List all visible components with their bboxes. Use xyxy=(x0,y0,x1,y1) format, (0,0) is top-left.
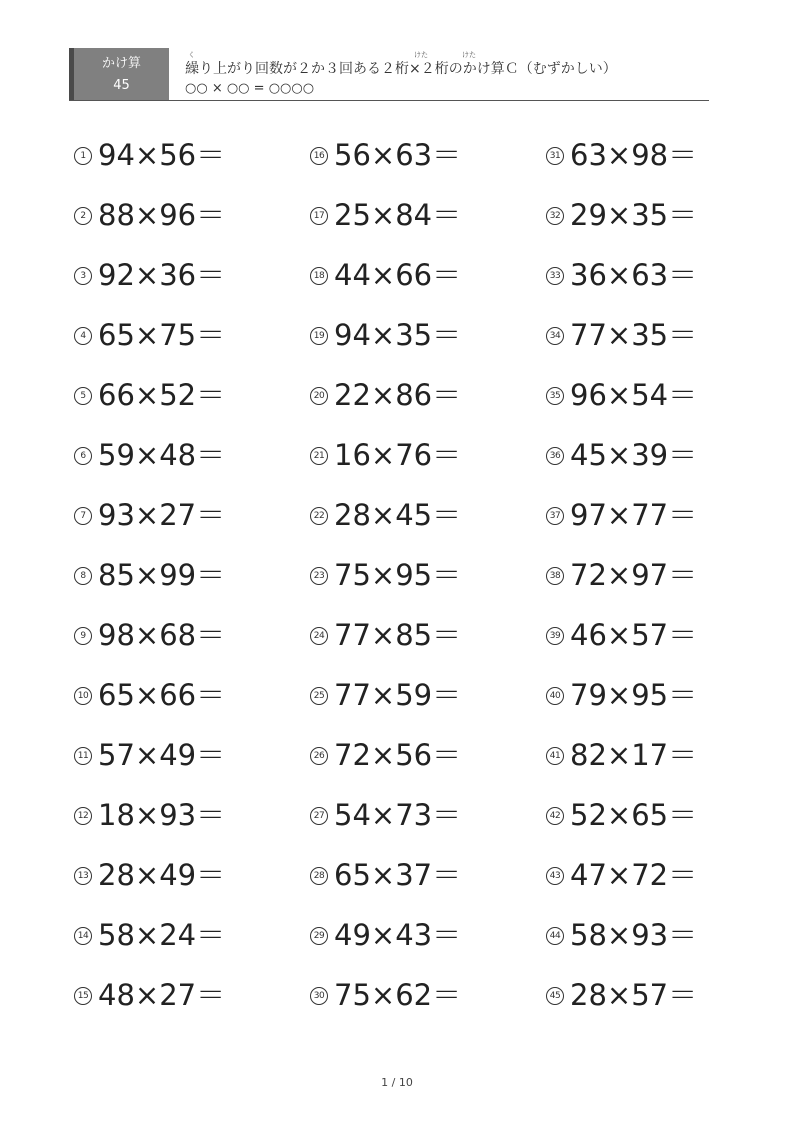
problem-item xyxy=(546,558,786,618)
problem-item xyxy=(546,738,786,798)
problem-item xyxy=(74,738,314,798)
problem-number: 37 xyxy=(546,507,564,525)
problem-number: 3 xyxy=(74,267,92,285)
problem-item xyxy=(310,978,550,1038)
problem-item xyxy=(74,558,314,618)
problem-item xyxy=(546,138,786,198)
problem-expression: 18×93＝ xyxy=(98,798,226,832)
problem-number: 2 xyxy=(74,207,92,225)
problem-expression: 28×49＝ xyxy=(98,858,226,892)
problem-number: 12 xyxy=(74,807,92,825)
problem-item xyxy=(310,498,550,558)
problem-expression: 58×93＝ xyxy=(570,918,698,952)
problem-number: 40 xyxy=(546,687,564,705)
sheet-number: 45 xyxy=(113,78,130,93)
problem-expression: 75×62＝ xyxy=(334,978,462,1012)
worksheet-title: 繰り上がり回数が２か３回ある２桁×２桁のかけ算Ｃ（むずかしい） xyxy=(185,61,617,77)
problem-item xyxy=(74,678,314,738)
problem-item xyxy=(74,198,314,258)
problem-expression: 72×97＝ xyxy=(570,558,698,592)
problem-expression: 28×57＝ xyxy=(570,978,698,1012)
problem-number: 25 xyxy=(310,687,328,705)
problem-number: 19 xyxy=(310,327,328,345)
problem-number: 32 xyxy=(546,207,564,225)
problem-item xyxy=(74,498,314,558)
problem-expression: 25×84＝ xyxy=(334,198,462,232)
problem-number: 6 xyxy=(74,447,92,465)
problem-expression: 77×59＝ xyxy=(334,678,462,712)
problem-item xyxy=(74,978,314,1038)
problem-item xyxy=(74,798,314,858)
problem-number: 8 xyxy=(74,567,92,585)
problem-number: 30 xyxy=(310,987,328,1005)
problem-expression: 57×49＝ xyxy=(98,738,226,772)
problem-number: 14 xyxy=(74,927,92,945)
problem-number: 15 xyxy=(74,987,92,1005)
problem-number: 17 xyxy=(310,207,328,225)
header-divider xyxy=(69,100,709,101)
problem-number: 39 xyxy=(546,627,564,645)
problem-number: 34 xyxy=(546,327,564,345)
problem-item xyxy=(310,558,550,618)
problem-number: 26 xyxy=(310,747,328,765)
problem-number: 18 xyxy=(310,267,328,285)
problem-number: 11 xyxy=(74,747,92,765)
problem-expression: 96×54＝ xyxy=(570,378,698,412)
problem-number: 41 xyxy=(546,747,564,765)
problem-item xyxy=(74,378,314,438)
problem-item xyxy=(74,858,314,918)
problem-item xyxy=(310,738,550,798)
problem-expression: 75×95＝ xyxy=(334,558,462,592)
problem-expression: 44×66＝ xyxy=(334,258,462,292)
problem-item xyxy=(546,618,786,678)
problem-item xyxy=(546,858,786,918)
problem-expression: 28×45＝ xyxy=(334,498,462,532)
problem-number: 13 xyxy=(74,867,92,885)
problem-expression: 77×85＝ xyxy=(334,618,462,652)
problem-item xyxy=(74,438,314,498)
problem-number: 29 xyxy=(310,927,328,945)
problem-expression: 54×73＝ xyxy=(334,798,462,832)
problem-item xyxy=(546,258,786,318)
problem-item xyxy=(546,378,786,438)
problem-expression: 72×56＝ xyxy=(334,738,462,772)
ruby-keta-1: けた xyxy=(414,51,428,59)
category-label: かけ算 xyxy=(101,56,141,71)
problem-item xyxy=(74,138,314,198)
problem-number: 27 xyxy=(310,807,328,825)
problem-expression: 52×65＝ xyxy=(570,798,698,832)
problem-item xyxy=(310,318,550,378)
problem-item xyxy=(546,678,786,738)
problem-item xyxy=(546,198,786,258)
problem-number: 35 xyxy=(546,387,564,405)
problem-expression: 29×35＝ xyxy=(570,198,698,232)
ruby-ku: く xyxy=(188,51,195,59)
problem-item xyxy=(310,798,550,858)
problem-item xyxy=(546,978,786,1038)
problem-number: 5 xyxy=(74,387,92,405)
problem-item xyxy=(310,258,550,318)
problem-item xyxy=(310,678,550,738)
problem-expression: 93×27＝ xyxy=(98,498,226,532)
problem-expression: 47×72＝ xyxy=(570,858,698,892)
problem-item xyxy=(310,198,550,258)
problem-number: 44 xyxy=(546,927,564,945)
problem-expression: 56×63＝ xyxy=(334,138,462,172)
problem-expression: 59×48＝ xyxy=(98,438,226,472)
problem-expression: 46×57＝ xyxy=(570,618,698,652)
problem-expression: 82×17＝ xyxy=(570,738,698,772)
problem-number: 38 xyxy=(546,567,564,585)
problem-number: 4 xyxy=(74,327,92,345)
problem-number: 9 xyxy=(74,627,92,645)
problem-expression: 16×76＝ xyxy=(334,438,462,472)
problem-expression: 45×39＝ xyxy=(570,438,698,472)
problem-number: 20 xyxy=(310,387,328,405)
ruby-keta-2: けた xyxy=(462,51,476,59)
problem-item xyxy=(310,858,550,918)
problem-item xyxy=(74,918,314,978)
problem-number: 23 xyxy=(310,567,328,585)
problem-expression: 66×52＝ xyxy=(98,378,226,412)
problem-column-2 xyxy=(310,138,550,1038)
problem-number: 16 xyxy=(310,147,328,165)
problem-column-3 xyxy=(546,138,786,1038)
problem-expression: 94×56＝ xyxy=(98,138,226,172)
problem-expression: 94×35＝ xyxy=(334,318,462,352)
problem-item xyxy=(546,798,786,858)
problem-item xyxy=(74,618,314,678)
problem-item xyxy=(310,138,550,198)
problem-expression: 77×35＝ xyxy=(570,318,698,352)
problem-number: 21 xyxy=(310,447,328,465)
problem-expression: 65×66＝ xyxy=(98,678,226,712)
problem-item xyxy=(546,438,786,498)
problem-expression: 48×27＝ xyxy=(98,978,226,1012)
problem-number: 28 xyxy=(310,867,328,885)
problem-number: 43 xyxy=(546,867,564,885)
problem-expression: 58×24＝ xyxy=(98,918,226,952)
problem-expression: 97×77＝ xyxy=(570,498,698,532)
problem-number: 45 xyxy=(546,987,564,1005)
problem-item xyxy=(546,918,786,978)
problem-expression: 65×75＝ xyxy=(98,318,226,352)
problem-expression: 22×86＝ xyxy=(334,378,462,412)
problem-expression: 79×95＝ xyxy=(570,678,698,712)
problem-number: 22 xyxy=(310,507,328,525)
problem-item xyxy=(310,378,550,438)
problem-expression: 36×63＝ xyxy=(570,258,698,292)
problem-number: 24 xyxy=(310,627,328,645)
problem-expression: 92×36＝ xyxy=(98,258,226,292)
problem-number: 31 xyxy=(546,147,564,165)
problem-item xyxy=(546,498,786,558)
problem-item xyxy=(546,318,786,378)
page-indicator: 1 / 10 xyxy=(381,1076,413,1089)
problem-number: 42 xyxy=(546,807,564,825)
problem-number: 36 xyxy=(546,447,564,465)
problem-expression: 88×96＝ xyxy=(98,198,226,232)
problem-item xyxy=(74,318,314,378)
problem-expression: 65×37＝ xyxy=(334,858,462,892)
problem-number: 7 xyxy=(74,507,92,525)
problem-expression: 85×99＝ xyxy=(98,558,226,592)
problem-item xyxy=(310,438,550,498)
problem-number: 33 xyxy=(546,267,564,285)
problem-item xyxy=(74,258,314,318)
problem-expression: 98×68＝ xyxy=(98,618,226,652)
problem-number: 1 xyxy=(74,147,92,165)
problem-expression: 63×98＝ xyxy=(570,138,698,172)
problem-number: 10 xyxy=(74,687,92,705)
problem-expression: 49×43＝ xyxy=(334,918,462,952)
problem-item xyxy=(310,918,550,978)
worksheet-badge xyxy=(69,48,169,100)
problem-column-1 xyxy=(74,138,314,1038)
answer-pattern: ○○ × ○○ = ○○○○ xyxy=(185,81,315,96)
problem-item xyxy=(310,618,550,678)
